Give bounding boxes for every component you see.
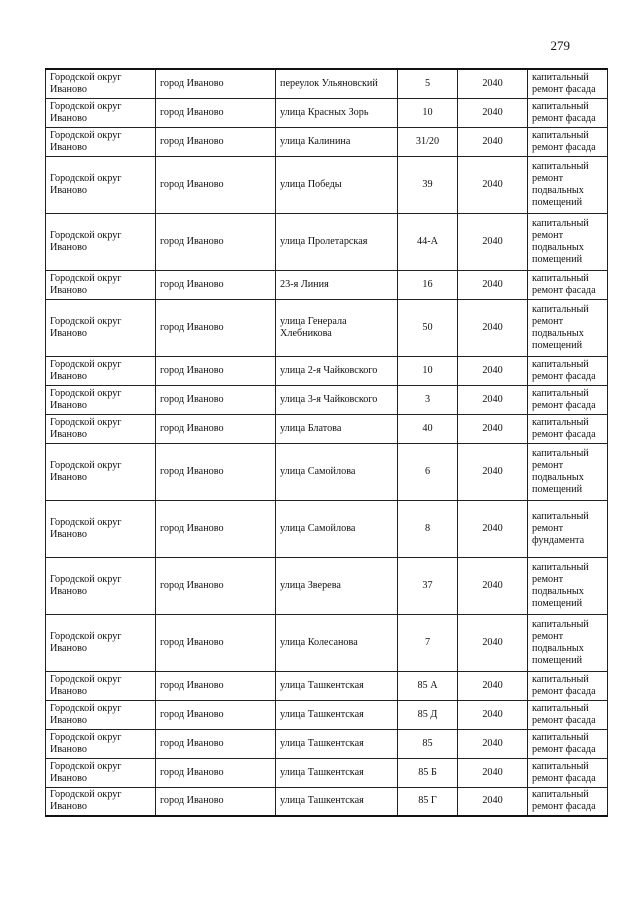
work-type-cell: капитальный ремонт фасада [528, 69, 608, 98]
city-cell: город Иваново [156, 156, 276, 213]
work-type-cell: капитальный ремонт подвальных помещений [528, 156, 608, 213]
city-cell: город Иваново [156, 700, 276, 729]
table-row [46, 299, 608, 356]
year-cell: 2040 [458, 557, 528, 614]
table-row [46, 443, 608, 500]
table-row [46, 614, 608, 671]
street-cell: улица Ташкентская [276, 787, 398, 816]
house-number-cell: 40 [398, 414, 458, 443]
city-cell: город Иваново [156, 671, 276, 700]
street-cell: улица Самойлова [276, 443, 398, 500]
house-number-cell: 39 [398, 156, 458, 213]
table-row [46, 270, 608, 299]
year-cell: 2040 [458, 500, 528, 557]
work-type-cell: капитальный ремонт подвальных помещений [528, 213, 608, 270]
work-type-cell: капитальный ремонт фасада [528, 385, 608, 414]
city-cell: город Иваново [156, 557, 276, 614]
city-cell: город Иваново [156, 787, 276, 816]
table-row [46, 356, 608, 385]
table-row [46, 69, 608, 98]
repair-schedule-table [45, 68, 608, 817]
house-number-cell: 85 Д [398, 700, 458, 729]
city-cell: город Иваново [156, 443, 276, 500]
street-cell: переулок Ульяновский [276, 69, 398, 98]
work-type-cell: капитальный ремонт фундамента [528, 500, 608, 557]
city-cell: город Иваново [156, 385, 276, 414]
table-row [46, 700, 608, 729]
year-cell: 2040 [458, 443, 528, 500]
year-cell: 2040 [458, 385, 528, 414]
house-number-cell: 7 [398, 614, 458, 671]
district-cell: Городской округ Иваново [46, 414, 156, 443]
table-row [46, 213, 608, 270]
street-cell: улица 3-я Чайковского [276, 385, 398, 414]
house-number-cell: 31/20 [398, 127, 458, 156]
district-cell: Городской округ Иваново [46, 213, 156, 270]
street-cell: улица Колесанова [276, 614, 398, 671]
work-type-cell: капитальный ремонт фасада [528, 729, 608, 758]
street-cell: 23-я Линия [276, 270, 398, 299]
city-cell: город Иваново [156, 614, 276, 671]
house-number-cell: 85 [398, 729, 458, 758]
year-cell: 2040 [458, 414, 528, 443]
district-cell: Городской округ Иваново [46, 270, 156, 299]
city-cell: город Иваново [156, 299, 276, 356]
work-type-cell: капитальный ремонт фасада [528, 414, 608, 443]
city-cell: город Иваново [156, 356, 276, 385]
table-row [46, 557, 608, 614]
house-number-cell: 37 [398, 557, 458, 614]
year-cell: 2040 [458, 614, 528, 671]
district-cell: Городской округ Иваново [46, 729, 156, 758]
table-row [46, 98, 608, 127]
table-row [46, 414, 608, 443]
city-cell: город Иваново [156, 270, 276, 299]
district-cell: Городской округ Иваново [46, 614, 156, 671]
work-type-cell: капитальный ремонт фасада [528, 356, 608, 385]
district-cell: Городской округ Иваново [46, 500, 156, 557]
house-number-cell: 44-А [398, 213, 458, 270]
year-cell: 2040 [458, 270, 528, 299]
district-cell: Городской округ Иваново [46, 787, 156, 816]
street-cell: улица Красных Зорь [276, 98, 398, 127]
house-number-cell: 85 Г [398, 787, 458, 816]
district-cell: Городской округ Иваново [46, 758, 156, 787]
district-cell: Городской округ Иваново [46, 98, 156, 127]
street-cell: улица Самойлова [276, 500, 398, 557]
house-number-cell: 10 [398, 98, 458, 127]
house-number-cell: 16 [398, 270, 458, 299]
year-cell: 2040 [458, 758, 528, 787]
table-row [46, 500, 608, 557]
year-cell: 2040 [458, 787, 528, 816]
city-cell: город Иваново [156, 758, 276, 787]
house-number-cell: 6 [398, 443, 458, 500]
city-cell: город Иваново [156, 213, 276, 270]
house-number-cell: 8 [398, 500, 458, 557]
district-cell: Городской округ Иваново [46, 385, 156, 414]
street-cell: улица Ташкентская [276, 729, 398, 758]
street-cell: улица Пролетарская [276, 213, 398, 270]
work-type-cell: капитальный ремонт подвальных помещений [528, 614, 608, 671]
table-row [46, 156, 608, 213]
district-cell: Городской округ Иваново [46, 671, 156, 700]
house-number-cell: 10 [398, 356, 458, 385]
street-cell: улица Ташкентская [276, 671, 398, 700]
work-type-cell: капитальный ремонт фасада [528, 127, 608, 156]
work-type-cell: капитальный ремонт фасада [528, 98, 608, 127]
district-cell: Городской округ Иваново [46, 356, 156, 385]
city-cell: город Иваново [156, 98, 276, 127]
work-type-cell: капитальный ремонт фасада [528, 700, 608, 729]
work-type-cell: капитальный ремонт подвальных помещений [528, 299, 608, 356]
house-number-cell: 5 [398, 69, 458, 98]
district-cell: Городской округ Иваново [46, 700, 156, 729]
district-cell: Городской округ Иваново [46, 557, 156, 614]
street-cell: улица Ташкентская [276, 700, 398, 729]
house-number-cell: 3 [398, 385, 458, 414]
city-cell: город Иваново [156, 500, 276, 557]
district-cell: Городской округ Иваново [46, 156, 156, 213]
district-cell: Городской округ Иваново [46, 69, 156, 98]
year-cell: 2040 [458, 700, 528, 729]
work-type-cell: капитальный ремонт подвальных помещений [528, 443, 608, 500]
year-cell: 2040 [458, 156, 528, 213]
house-number-cell: 85 А [398, 671, 458, 700]
district-cell: Городской округ Иваново [46, 443, 156, 500]
city-cell: город Иваново [156, 729, 276, 758]
year-cell: 2040 [458, 356, 528, 385]
work-type-cell: капитальный ремонт фасада [528, 787, 608, 816]
table-row [46, 671, 608, 700]
house-number-cell: 85 Б [398, 758, 458, 787]
city-cell: город Иваново [156, 69, 276, 98]
year-cell: 2040 [458, 729, 528, 758]
table-row [46, 758, 608, 787]
year-cell: 2040 [458, 98, 528, 127]
year-cell: 2040 [458, 299, 528, 356]
street-cell: улица Генерала Хлебникова [276, 299, 398, 356]
table-body [46, 69, 608, 816]
table-row [46, 127, 608, 156]
work-type-cell: капитальный ремонт фасада [528, 270, 608, 299]
city-cell: город Иваново [156, 414, 276, 443]
district-cell: Городской округ Иваново [46, 127, 156, 156]
work-type-cell: капитальный ремонт фасада [528, 758, 608, 787]
street-cell: улица Калинина [276, 127, 398, 156]
street-cell: улица 2-я Чайковского [276, 356, 398, 385]
year-cell: 2040 [458, 69, 528, 98]
work-type-cell: капитальный ремонт подвальных помещений [528, 557, 608, 614]
year-cell: 2040 [458, 127, 528, 156]
street-cell: улица Ташкентская [276, 758, 398, 787]
year-cell: 2040 [458, 213, 528, 270]
table-row [46, 385, 608, 414]
page-number: 279 [550, 38, 570, 53]
house-number-cell: 50 [398, 299, 458, 356]
year-cell: 2040 [458, 671, 528, 700]
district-cell: Городской округ Иваново [46, 299, 156, 356]
table-row [46, 729, 608, 758]
street-cell: улица Блатова [276, 414, 398, 443]
street-cell: улица Победы [276, 156, 398, 213]
city-cell: город Иваново [156, 127, 276, 156]
street-cell: улица Зверева [276, 557, 398, 614]
work-type-cell: капитальный ремонт фасада [528, 671, 608, 700]
table-row [46, 787, 608, 816]
